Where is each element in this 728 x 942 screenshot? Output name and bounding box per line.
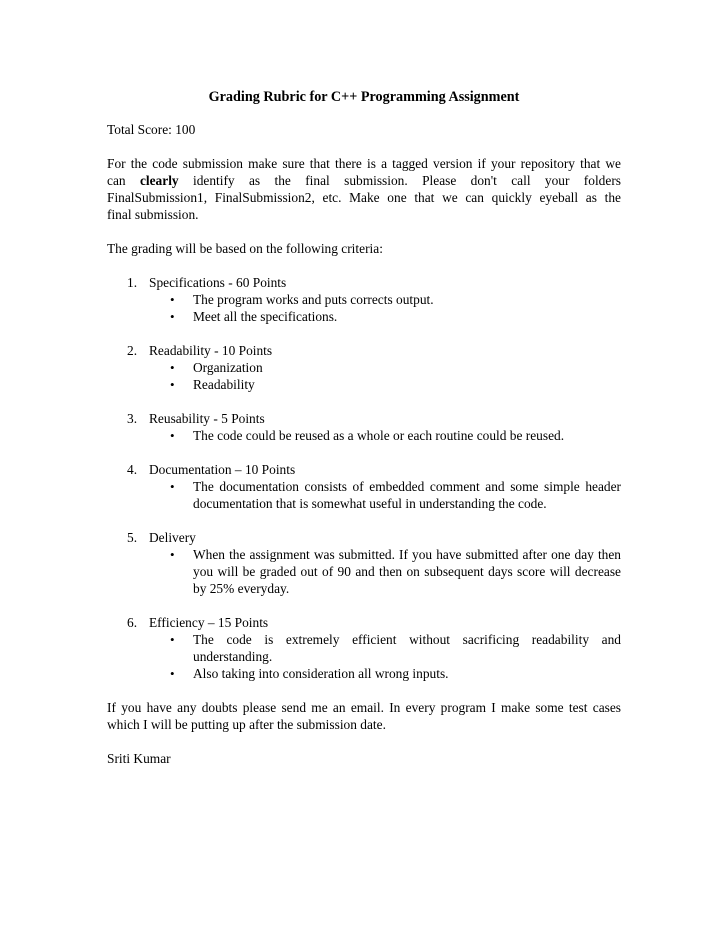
criteria-bullet <box>149 478 621 512</box>
criteria-item <box>107 529 621 597</box>
criteria-item <box>107 274 621 325</box>
signature: Sriti Kumar <box>107 751 171 766</box>
bullet-text: When the assignment was submitted. If you have submitted after one day then you will be graded out of 90 and then on subsequent days score will decrease by 25% everyday. <box>193 547 621 596</box>
criteria-bullets <box>149 427 621 444</box>
criteria-number: 1. <box>127 275 138 290</box>
criteria-bullet <box>149 427 621 444</box>
intro-line: FinalSubmission1, FinalSubmission2, etc. Make one that we can quickly eyeball as the <box>107 190 621 205</box>
bullet-text: Organization <box>193 360 263 375</box>
intro-line: final submission. <box>107 207 199 222</box>
criteria-number: 2. <box>127 343 138 358</box>
emphasis-clearly: clearly <box>139 173 179 188</box>
bullet-text: Also taking into consideration all wrong inputs. <box>193 666 449 681</box>
criteria-number: 6. <box>127 615 138 630</box>
intro-line: For the code submission make sure that there is a tagged version if your repository that we <box>107 156 621 171</box>
bullet-icon: • <box>170 360 175 375</box>
criteria-bullet <box>149 291 621 308</box>
criteria-item <box>107 410 621 444</box>
bullet-icon: • <box>170 428 175 443</box>
criteria-item <box>107 614 621 682</box>
total-score: Total Score: 100 <box>107 122 196 137</box>
criteria-heading: Readability - 10 Points <box>149 343 273 358</box>
criteria-heading: Documentation – 10 Points <box>149 462 296 477</box>
criteria-heading: Reusability - 5 Points <box>149 411 265 426</box>
criteria-bullet <box>149 631 621 665</box>
bullet-icon: • <box>170 479 175 494</box>
criteria-heading: Delivery <box>149 530 196 545</box>
bullet-text: The code is extremely efficient without sacrificing readability and understanding. <box>193 632 621 664</box>
criteria-number: 3. <box>127 411 138 426</box>
criteria-bullet <box>149 376 621 393</box>
document-body <box>107 88 621 784</box>
intro-line-with-bold: can clearly identify as the final submission. Please don't call your folders <box>107 173 621 188</box>
criteria-bullet <box>149 308 621 325</box>
criteria-item <box>107 342 621 393</box>
bullet-icon: • <box>170 292 175 307</box>
document-title: Grading Rubric for C++ Programming Assignment <box>208 89 520 105</box>
bullet-icon: • <box>170 632 175 647</box>
criteria-bullet <box>149 546 621 597</box>
criteria-number: 4. <box>127 462 138 477</box>
bullet-icon: • <box>170 309 175 324</box>
criteria-list <box>107 274 621 682</box>
bullet-text: The documentation consists of embedded comment and some simple header documentation that is somewhat useful in understanding the code. <box>193 479 621 511</box>
criteria-number: 5. <box>127 530 138 545</box>
criteria-bullets <box>149 478 621 512</box>
bullet-icon: • <box>170 377 175 392</box>
bullet-icon: • <box>170 666 175 681</box>
closing-line: which I will be putting up after the submission date. <box>107 717 386 732</box>
intro-paragraph <box>107 155 621 223</box>
criteria-bullets <box>149 359 621 393</box>
criteria-bullets <box>149 291 621 325</box>
bullet-text: Readability <box>193 377 255 392</box>
criteria-item <box>107 461 621 512</box>
criteria-heading: Efficiency – 15 Points <box>149 615 269 630</box>
criteria-bullet <box>149 665 621 682</box>
criteria-heading: Specifications - 60 Points <box>149 275 287 290</box>
bullet-text: The code could be reused as a whole or each routine could be reused. <box>193 428 565 443</box>
bullet-text: The program works and puts corrects output. <box>193 292 434 307</box>
bullet-icon: • <box>170 547 175 562</box>
criteria-intro: The grading will be based on the following criteria: <box>107 241 383 256</box>
criteria-bullet <box>149 359 621 376</box>
closing-line: If you have any doubts please send me an email. In every program I make some test cases <box>107 700 621 715</box>
bullet-text: Meet all the specifications. <box>193 309 338 324</box>
criteria-bullets <box>149 546 621 597</box>
criteria-bullets <box>149 631 621 682</box>
closing-paragraph <box>107 699 621 733</box>
